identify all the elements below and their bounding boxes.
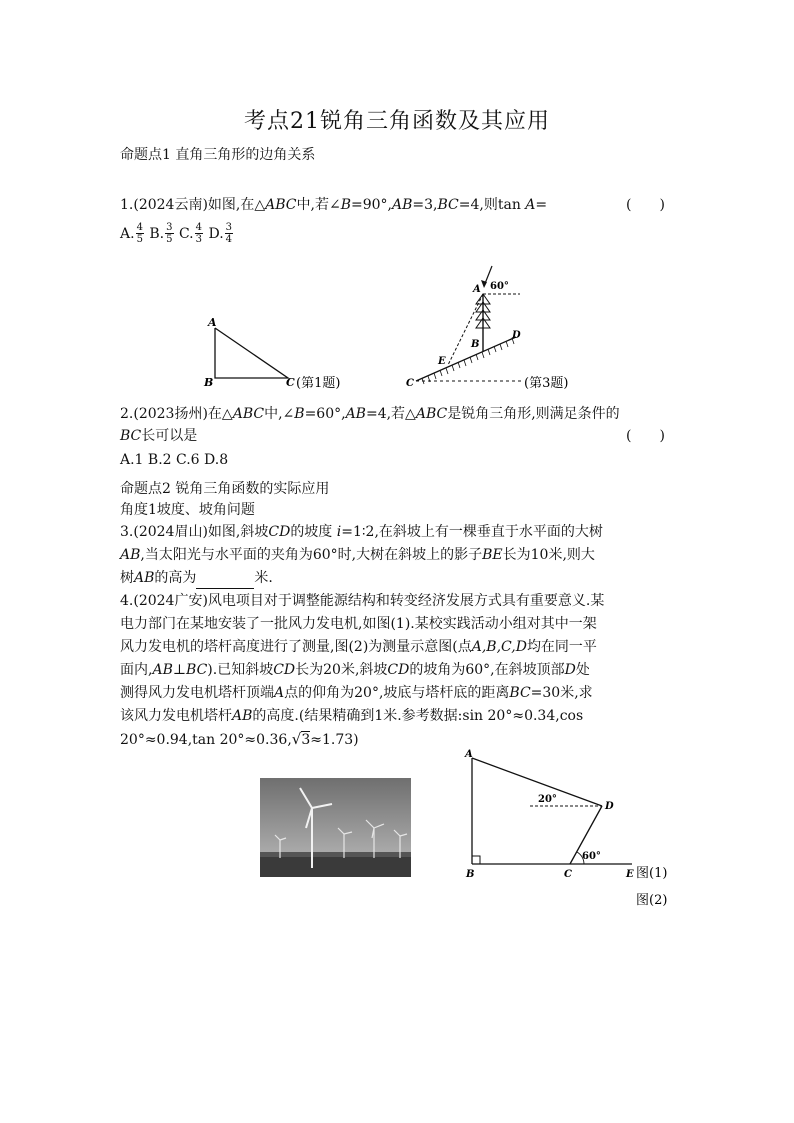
question-text: =60°,: [304, 406, 346, 422]
angle-label-20: 20°: [538, 794, 557, 805]
figure-4-schematic: [460, 746, 690, 910]
question-text: 的坡角为60°,在斜坡顶部: [409, 662, 565, 678]
question-text: ,当太阳光与水平面的夹角为60°时,大树在斜坡上的影子: [140, 547, 483, 563]
var: AB: [232, 708, 253, 724]
section-heading-2: 命题点2 锐角三角函数的实际应用: [120, 481, 330, 497]
var: AB⊥BC: [152, 662, 208, 678]
sqrt-symbol: √: [291, 730, 302, 748]
question-text: 米.: [254, 570, 273, 586]
figure-caption: (第1题): [296, 376, 341, 391]
denominator: 3: [195, 234, 203, 245]
point-label-e: E: [626, 869, 634, 880]
var: D: [564, 662, 576, 678]
numerator: 4: [195, 222, 203, 233]
question-text: 的坡度: [290, 524, 337, 540]
question-number: 3.: [120, 524, 134, 540]
question-text: 处: [575, 662, 590, 678]
question-text: 长为20米,斜坡: [295, 662, 388, 678]
question-text: 均在同一平: [526, 639, 597, 655]
var: BC: [437, 197, 459, 213]
question-4-line-5: [120, 682, 593, 704]
option-a: [120, 222, 145, 245]
question-text: 面内,: [120, 662, 153, 678]
slope-hatching: [422, 338, 514, 384]
fraction: [225, 222, 233, 245]
question-text: 如图,斜坡: [207, 524, 269, 540]
point-label-e: E: [438, 356, 446, 367]
angle-label-60: 60°: [582, 851, 601, 862]
vertex-label-c: C: [286, 376, 295, 389]
var: ABC: [232, 406, 265, 422]
angle-label-60: 60°: [490, 281, 509, 292]
question-text: 20°≈0.94,tan 20°≈0.36,: [120, 732, 292, 748]
point-label-b: B: [471, 339, 480, 350]
question-text: 长可以是: [141, 428, 198, 444]
fraction: [165, 222, 173, 245]
section-heading-1: 命题点1 直角三角形的边角关系: [120, 147, 316, 163]
question-text: 风力发电机的塔杆高度进行了测量,图(2)为测量示意图(点: [120, 639, 472, 655]
question-text: ≈1.73): [310, 732, 359, 748]
option-label: C.: [178, 225, 194, 242]
question-text: =30米,求: [530, 685, 593, 701]
var: B: [294, 406, 305, 422]
question-text: 中,若∠: [296, 197, 341, 213]
figure-1-triangle: [200, 312, 370, 392]
var: A,B,C,D: [471, 639, 527, 655]
denominator: 5: [166, 234, 173, 245]
question-4-line-2: 电力部门在某地安装了一批风力发电机,如图(1).某校实践活动小组对其中一架: [120, 616, 597, 632]
question-source: (2024眉山): [133, 524, 208, 540]
question-4-line-3: [120, 636, 597, 658]
answer-parentheses: ( ): [626, 428, 665, 444]
var: CD: [387, 662, 410, 678]
figure-caption-2: 图(2): [636, 893, 668, 908]
var: AB: [120, 547, 141, 563]
vertex-label-b: B: [204, 376, 214, 389]
var: CD: [273, 662, 296, 678]
var: AB: [134, 570, 155, 586]
point-label-b: B: [466, 869, 475, 880]
numerator: 4: [136, 222, 143, 233]
figure-3-slope-tree: [400, 264, 600, 396]
var: i: [336, 524, 342, 540]
option-c: [178, 222, 204, 245]
wind-turbine-image: [260, 778, 411, 877]
denominator: 5: [136, 234, 143, 245]
numerator: 3: [225, 222, 233, 233]
vertex-label-a: A: [208, 316, 217, 329]
q2-options: A.1 B.2 C.6 D.8: [120, 452, 229, 468]
question-number: 2.: [120, 406, 134, 422]
question-2: [120, 403, 620, 425]
question-source: (2024云南): [133, 197, 208, 213]
sqrt-radicand: 3: [301, 732, 311, 748]
question-4-line-7: [120, 728, 359, 751]
triangle-abc: [215, 328, 288, 378]
question-text: 的高度.(结果精确到1米.参考数据:sin 20°≈0.34,cos: [252, 708, 584, 724]
var: BE: [482, 547, 503, 563]
option-label: A.: [120, 225, 135, 242]
question-text: =90°,: [351, 197, 392, 213]
question-text: 测得风力发电机塔杆顶端: [120, 685, 274, 701]
point-label-a: A: [473, 284, 481, 295]
answer-blank[interactable]: [196, 574, 254, 589]
var: BC: [120, 428, 142, 444]
option-label: D.: [208, 225, 224, 242]
question-text: 是锐角三角形,则满足条件的: [447, 406, 620, 422]
question-text: 该风力发电机塔杆: [120, 708, 232, 724]
var: ABC: [265, 197, 297, 213]
var: AB: [392, 197, 413, 213]
q1-options: [120, 222, 234, 245]
question-text: 风电项目对于调整能源结构和转变经济发展方式具有重要意义.某: [207, 593, 605, 609]
right-angle-mark: [472, 856, 480, 864]
subsection-heading: 角度1坡度、坡角问题: [120, 502, 255, 518]
line-ad: [472, 758, 602, 806]
question-text: =1∶2,在斜坡上有一棵垂直于水平面的大树: [341, 524, 603, 540]
horizon-band: [260, 852, 411, 857]
slope-cd: [416, 337, 516, 381]
point-label-d: D: [605, 801, 614, 812]
ground: [260, 856, 411, 877]
wind-turbine-photo: [260, 778, 411, 877]
figure-caption: (第3题): [524, 376, 569, 391]
question-source: (2023扬州): [133, 406, 208, 422]
question-4: [120, 590, 604, 612]
var: B: [340, 197, 351, 213]
question-3-line-2: [120, 544, 595, 566]
question-text: 长为10米,则大: [502, 547, 595, 563]
question-text: =4,若△: [365, 406, 416, 422]
numerator: 3: [166, 222, 173, 233]
page-title: 考点21锐角三角函数及其应用: [244, 109, 550, 134]
question-source: (2024广安): [133, 593, 208, 609]
question-text: 如图,在△: [207, 197, 266, 213]
question-3: [120, 521, 603, 543]
point-label-c: C: [564, 869, 572, 880]
question-number: 4.: [120, 593, 134, 609]
var: ABC: [415, 406, 448, 422]
option-label: B.: [149, 225, 165, 242]
question-text: 点的仰角为20°,坡底与塔杆底的距离: [284, 685, 510, 701]
var: BC: [509, 685, 531, 701]
option-d: [208, 222, 234, 245]
var: A: [274, 685, 285, 701]
question-4-line-6: [120, 705, 583, 727]
question-text: 树: [120, 570, 134, 586]
point-label-c: C: [406, 378, 414, 389]
question-text: ).已知斜坡: [207, 662, 274, 678]
question-text: =3,: [412, 197, 438, 213]
question-text: 的高为: [154, 570, 197, 586]
question-1: [120, 194, 547, 216]
question-text: =4,则tan: [458, 197, 526, 213]
figure-caption-1: 图(1): [636, 866, 668, 881]
answer-parentheses: ( ): [626, 197, 665, 213]
question-2-line-2: [120, 425, 197, 447]
point-label-a: A: [465, 749, 473, 760]
var: AB: [345, 406, 366, 422]
fraction: [136, 222, 144, 245]
var: A: [525, 197, 536, 213]
question-3-line-3: [120, 567, 273, 589]
question-number: 1.: [120, 197, 134, 213]
question-text: 中,∠: [264, 406, 295, 422]
question-text: =: [535, 197, 548, 213]
option-b: [149, 222, 174, 245]
question-text: 在△: [207, 406, 233, 422]
fraction: [195, 222, 203, 245]
denominator: 4: [225, 234, 233, 245]
point-label-d: D: [512, 330, 521, 341]
var: CD: [268, 524, 291, 540]
question-4-line-4: [120, 659, 590, 681]
